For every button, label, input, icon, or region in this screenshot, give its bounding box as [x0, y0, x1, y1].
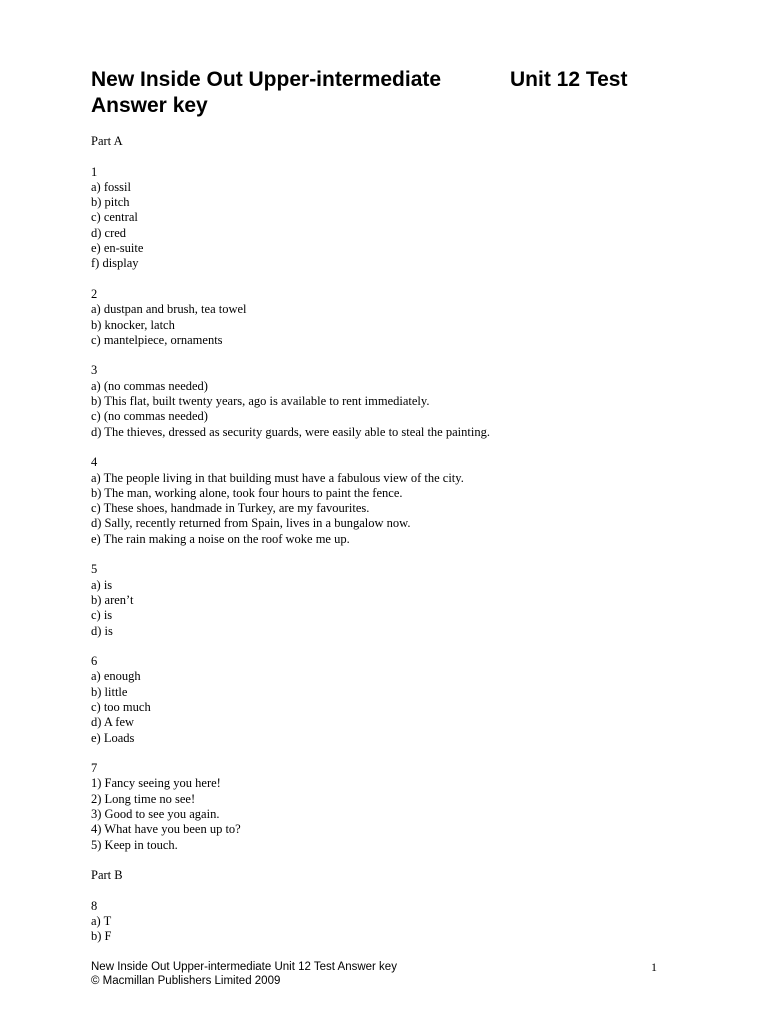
answer-line: a) (no commas needed) [91, 378, 208, 393]
question-number: 3 [91, 363, 98, 378]
answer-line: a) The people living in that building must have a fabulous view of the city. [91, 470, 464, 485]
answer-line: d) Sally, recently returned from Spain, lives in a bungalow now. [91, 516, 411, 531]
answer-line: a) fossil [91, 179, 131, 194]
page-footer [91, 961, 397, 988]
page-number: 1 [651, 960, 657, 974]
answer-line: b) F [91, 929, 112, 944]
question-number: 5 [91, 562, 98, 577]
question-block [91, 363, 490, 439]
question-block [91, 287, 490, 348]
answer-line: d) is [91, 623, 113, 638]
answer-line: a) enough [91, 669, 141, 684]
answer-line: c) These shoes, handmade in Turkey, are my favourites. [91, 501, 370, 516]
question-number: 4 [91, 455, 98, 470]
answer-line: a) is [91, 577, 113, 592]
question-block [91, 165, 490, 272]
answer-line: b) little [91, 684, 128, 699]
question-number: 2 [91, 286, 98, 301]
question-number: 8 [91, 898, 98, 913]
answer-line: d) A few [91, 715, 135, 730]
answer-line: d) The thieves, dressed as security guards, were easily able to steal the painting. [91, 424, 490, 439]
answer-line: e) en-suite [91, 241, 144, 256]
question-block [91, 654, 490, 746]
document-title [91, 67, 441, 93]
answer-line: 3) Good to see you again. [91, 807, 220, 822]
document-subtitle: Answer key [91, 94, 208, 117]
question-block [91, 562, 490, 638]
answer-line: e) The rain making a noise on the roof woke me up. [91, 531, 350, 546]
document-body [91, 134, 490, 945]
answer-line: a) T [91, 914, 112, 929]
answer-line: 1) Fancy seeing you here! [91, 776, 221, 791]
answer-line: 4) What have you been up to? [91, 822, 241, 837]
answer-line: c) central [91, 210, 138, 225]
answer-line: b) This flat, built twenty years, ago is available to rent immediately. [91, 394, 430, 409]
question-number: 6 [91, 654, 98, 669]
question-number: 7 [91, 761, 98, 776]
title-unit: Unit 12 Test [510, 68, 628, 91]
answer-line: b) The man, working alone, took four hours to paint the fence. [91, 485, 403, 500]
question-block [91, 761, 490, 853]
answer-line: c) mantelpiece, ornaments [91, 332, 223, 347]
answer-line: c) is [91, 608, 113, 623]
answer-line: b) pitch [91, 195, 130, 210]
part-label: Part B [91, 868, 123, 883]
answer-line: 5) Keep in touch. [91, 837, 178, 852]
answer-line: e) Loads [91, 730, 135, 745]
answer-line: 2) Long time no see! [91, 791, 196, 806]
question-number: 1 [91, 164, 98, 179]
answer-line: a) dustpan and brush, tea towel [91, 302, 247, 317]
footer-copyright: © Macmillan Publishers Limited 2009 [91, 974, 281, 987]
answer-line: f) display [91, 256, 139, 271]
answer-line: d) cred [91, 225, 127, 240]
part-label: Part A [91, 134, 123, 148]
answer-line: c) too much [91, 699, 151, 714]
title-main: New Inside Out Upper-intermediate [91, 68, 442, 91]
answer-line: b) knocker, latch [91, 317, 175, 332]
answer-line: c) (no commas needed) [91, 409, 208, 424]
question-block [91, 455, 490, 547]
footer-title: New Inside Out Upper-intermediate Unit 12 Test Answer key [91, 961, 397, 973]
answer-line: b) aren’t [91, 592, 134, 607]
question-block [91, 899, 490, 945]
